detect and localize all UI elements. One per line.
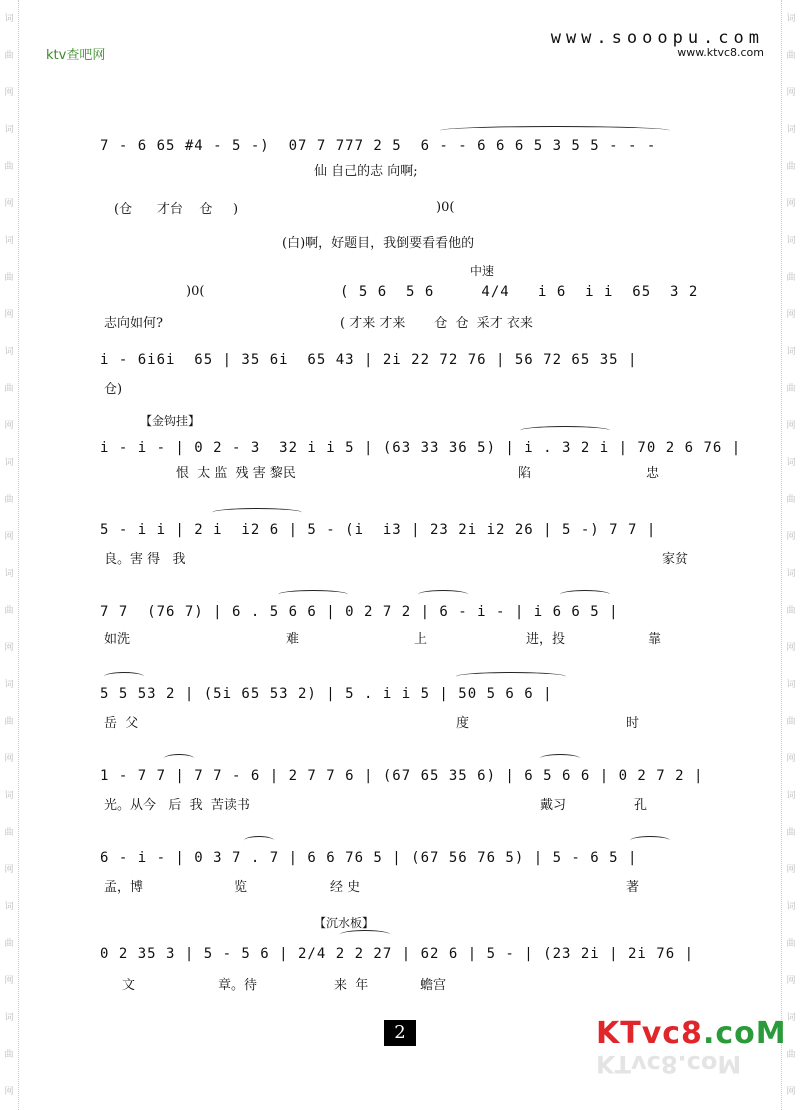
side-strip-char: 词 xyxy=(786,457,796,468)
slur xyxy=(164,754,194,763)
side-strip-char: 网 xyxy=(4,198,14,209)
side-strip-char: 词 xyxy=(4,1012,14,1023)
slur xyxy=(278,590,348,599)
side-strip-char: 网 xyxy=(786,198,796,209)
side-strip-char: 曲 xyxy=(4,272,14,283)
aria-tag-chenshuiban: 【沉水板】 xyxy=(314,916,375,930)
score-line-6: i - i - | 0 2 - 3 32 i i 5 | (63 33 36 5) | i . 3 2 i | 70 2 6 76 | xyxy=(100,440,742,456)
score-line-11: 6 - i - | 0 3 7 . 7 | 6 6 76 5 | (67 56 76 5) | 5 - 6 5 | xyxy=(100,850,638,866)
score-line-9: 5 5 53 2 | (5i 65 53 2) | 5 . i i 5 | 50 5 6 6 | xyxy=(100,686,553,702)
side-strip-char: 词 xyxy=(4,901,14,912)
side-strip-char: 网 xyxy=(4,753,14,764)
side-strip-char: 词 xyxy=(786,679,796,690)
side-strip-char: 词 xyxy=(786,901,796,912)
spoken-dialogue: (白)啊，好题目，我倒要看看他的 xyxy=(282,236,475,251)
side-strip-char: 曲 xyxy=(4,716,14,727)
side-strip-char: 网 xyxy=(786,309,796,320)
site-watermark-left: ktv查吧网 xyxy=(46,48,106,63)
lyrics-line-12d: 蟾宫 xyxy=(420,978,447,993)
side-strip-char: 曲 xyxy=(786,272,796,283)
score-line-8: 7 7 (76 7) | 6 . 5 6 6 | 0 2 7 2 | 6 - i - | i 6 6 5 | xyxy=(100,604,619,620)
tempo-marking: 中速 xyxy=(470,264,495,278)
lyrics-line-6b: 陷 xyxy=(518,466,532,481)
left-border-strip xyxy=(0,0,19,1110)
side-strip-char: 网 xyxy=(786,753,796,764)
right-border-strip xyxy=(781,0,800,1110)
side-strip-char: 曲 xyxy=(786,161,796,172)
side-strip-char: 词 xyxy=(786,124,796,135)
side-strip-char: 曲 xyxy=(786,494,796,505)
lyrics-line-4: 志向如何? xyxy=(104,316,163,331)
watermark-url-small: www.ktvc8.com xyxy=(677,46,764,59)
score-line-12: 0 2 35 3 | 5 - 5 6 | 2/4 2 2 27 | 62 6 | 5 - | (23 2i | 2i 76 | xyxy=(100,946,695,962)
side-strip-char: 曲 xyxy=(4,605,14,616)
side-strip-char: 网 xyxy=(4,975,14,986)
lyrics-line-10b: 戴习 xyxy=(540,798,567,813)
rest-mark-2: )0( xyxy=(436,200,455,215)
site-watermark-right xyxy=(551,28,764,59)
slur xyxy=(104,672,144,681)
side-strip-char: 网 xyxy=(786,975,796,986)
side-strip-char: 词 xyxy=(4,13,14,24)
side-strip-char: 词 xyxy=(4,568,14,579)
side-strip-char: 词 xyxy=(4,346,14,357)
side-strip-char: 词 xyxy=(4,790,14,801)
lyrics-line-5: 仓) xyxy=(104,382,123,397)
side-strip-char: 曲 xyxy=(4,383,14,394)
score-line-5: i - 6i6i 65 | 35 6i 65 43 | 2i 22 72 76 | 56 72 65 35 | xyxy=(100,352,638,368)
side-strip-char: 词 xyxy=(786,13,796,24)
side-strip-char: 词 xyxy=(786,1012,796,1023)
lyrics-line-12: 文 xyxy=(122,978,136,993)
slur xyxy=(244,836,274,845)
lyrics-line-8d: 进，投 xyxy=(526,632,566,647)
lyrics-line-11b: 览 xyxy=(234,880,248,895)
ktvc8-logo xyxy=(596,1016,787,1051)
side-strip-char: 曲 xyxy=(4,50,14,61)
logo-text-red: KTvc8 xyxy=(596,1016,703,1051)
score-line-7: 5 - i i | 2 i i2 6 | 5 - (i i3 | 23 2i i2 26 | 5 -) 7 7 | xyxy=(100,522,657,538)
rest-mark-4: )0( xyxy=(186,284,205,299)
side-strip-char: 曲 xyxy=(786,50,796,61)
slur xyxy=(456,672,566,681)
side-strip-char: 曲 xyxy=(786,605,796,616)
slur xyxy=(630,836,670,845)
slur xyxy=(560,590,610,599)
side-strip-char: 网 xyxy=(786,642,796,653)
side-strip-char: 网 xyxy=(786,1086,796,1097)
side-strip-char: 词 xyxy=(786,346,796,357)
side-strip-char: 词 xyxy=(786,568,796,579)
side-strip-char: 词 xyxy=(4,124,14,135)
side-strip-char: 曲 xyxy=(4,161,14,172)
aria-tag-jingougua: 【金钩挂】 xyxy=(140,414,201,428)
lyrics-line-7: 良。害 得 我 xyxy=(104,552,186,567)
lyrics-line-12b: 章。待 xyxy=(218,978,258,993)
lyrics-line-9b: 度 xyxy=(456,716,470,731)
lyrics-line-8e: 靠 xyxy=(648,632,662,647)
slur xyxy=(340,930,390,939)
lyrics-line-8c: 上 xyxy=(414,632,428,647)
lyrics-line-10c: 孔 xyxy=(634,798,648,813)
side-strip-char: 网 xyxy=(786,864,796,875)
side-strip-char: 词 xyxy=(786,235,796,246)
lyrics-line-11d: 著 xyxy=(626,880,640,895)
lyrics-line-11c: 经 史 xyxy=(330,880,361,895)
score-line-4: ( 5 6 5 6 4/4 i 6 i i 65 3 2 xyxy=(340,284,699,300)
lyrics-line-1: 仙 自己的志 向啊; xyxy=(314,164,418,179)
lyrics-line-9c: 时 xyxy=(626,716,640,731)
side-strip-char: 词 xyxy=(4,235,14,246)
side-strip-char: 网 xyxy=(4,309,14,320)
side-strip-char: 网 xyxy=(4,420,14,431)
side-strip-char: 曲 xyxy=(4,494,14,505)
side-strip-char: 网 xyxy=(4,87,14,98)
side-strip-char: 网 xyxy=(786,531,796,542)
slur xyxy=(440,126,670,135)
side-strip-char: 词 xyxy=(4,679,14,690)
lyrics-line-11: 孟，博 xyxy=(104,880,144,895)
side-strip-char: 网 xyxy=(786,420,796,431)
side-strip-char: 网 xyxy=(786,87,796,98)
side-strip-char: 网 xyxy=(4,531,14,542)
logo-text-green: .coM xyxy=(702,1016,787,1051)
logo-reflection: KTvc8.coM xyxy=(596,1050,742,1078)
side-strip-char: 网 xyxy=(4,1086,14,1097)
side-strip-char: 曲 xyxy=(4,938,14,949)
slur xyxy=(520,426,610,435)
page-number: 2 xyxy=(384,1020,416,1046)
side-strip-char: 网 xyxy=(4,864,14,875)
lyrics-line-10: 光。从今 后 我 苦读书 xyxy=(104,798,250,813)
lyrics-line-9: 岳 父 xyxy=(104,716,139,731)
slur xyxy=(212,508,302,517)
percussion-line-4: ( 才来 才来 仓 仓 采才 衣来 xyxy=(340,316,533,331)
score-line-1: 7 - 6 65 #4 - 5 -) 07 7 777 2 5 6 - - 6 6 6 5 3 5 5 - - - xyxy=(100,138,657,154)
lyrics-line-8: 如洗 xyxy=(104,632,131,647)
percussion-line-2: (仓 才台 仓 ) xyxy=(114,202,239,217)
slur xyxy=(540,754,580,763)
watermark-url: www.sooopu.com xyxy=(550,28,764,48)
lyrics-line-7b: 家贫 xyxy=(662,552,689,567)
lyrics-line-8b: 难 xyxy=(286,632,300,647)
lyrics-line-6c: 忠 xyxy=(646,466,660,481)
side-strip-char: 网 xyxy=(4,642,14,653)
lyrics-line-12c: 来 年 xyxy=(334,978,369,993)
side-strip-char: 曲 xyxy=(786,827,796,838)
side-strip-char: 词 xyxy=(786,790,796,801)
lyrics-line-6: 恨 太 监 残 害 黎民 xyxy=(176,466,296,481)
side-strip-char: 词 xyxy=(4,457,14,468)
side-strip-char: 曲 xyxy=(4,1049,14,1060)
score-line-10: 1 - 7 7 | 7 7 - 6 | 2 7 7 6 | (67 65 35 6) | 6 5 6 6 | 0 2 7 2 | xyxy=(100,768,704,784)
slur xyxy=(418,590,468,599)
side-strip-char: 曲 xyxy=(786,1049,796,1060)
side-strip-char: 曲 xyxy=(786,938,796,949)
side-strip-char: 曲 xyxy=(786,716,796,727)
side-strip-char: 曲 xyxy=(786,383,796,394)
side-strip-char: 曲 xyxy=(4,827,14,838)
